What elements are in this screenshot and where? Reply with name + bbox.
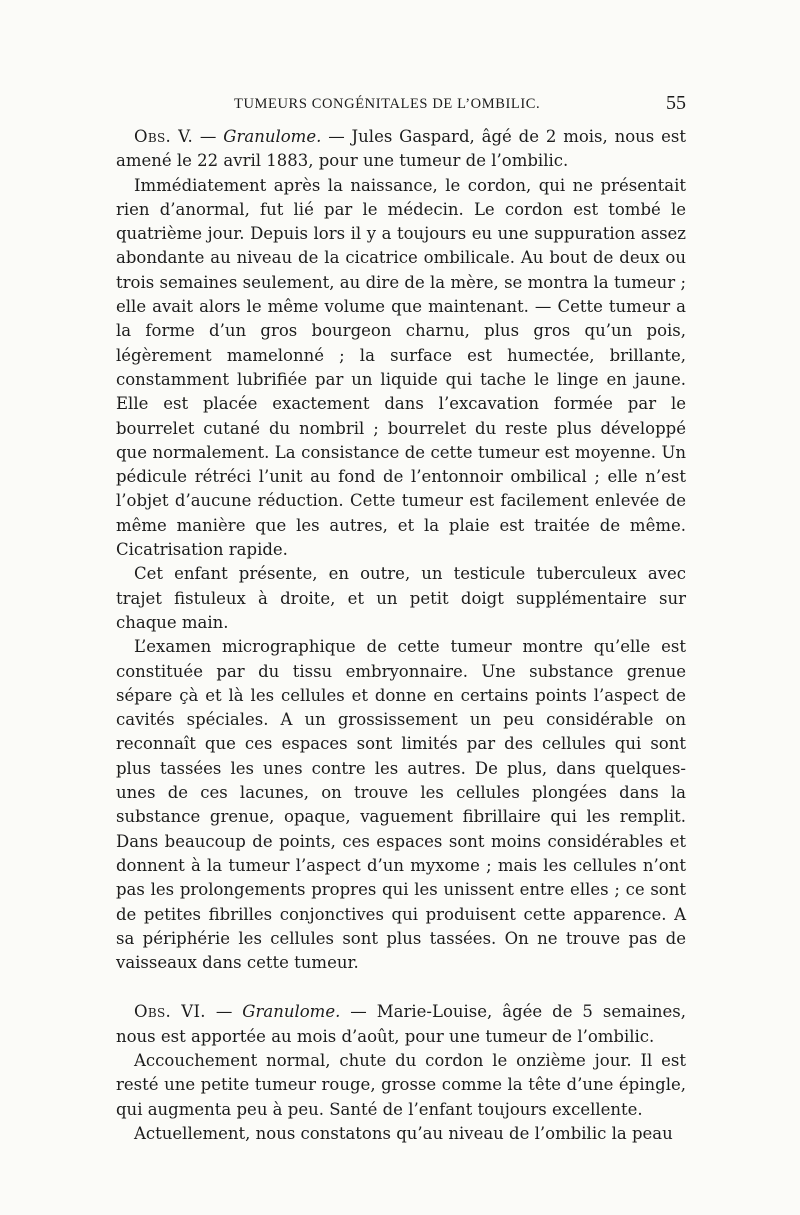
observation-title: Granulome.	[223, 127, 322, 146]
paragraph: Accouchement normal, chute du cordon le onzième jour. Il est resté une petite tumeur rouge, grosse comme la tête d’une épingle, qui augmenta peu à peu. Santé de l’enfant toujours excellente.	[116, 1050, 686, 1119]
observation-6-heading	[116, 1000, 686, 1049]
observation-intro: — Marie-Louise, âgée de 5 semaines, nous est apportée au mois d’août, pour une tumeur de l’ombilic.	[116, 1002, 686, 1046]
body-text	[116, 125, 686, 1146]
separator: —	[205, 1002, 243, 1022]
paragraph: L’examen micrographique de cette tumeur montre qu’elle est constituée par du tissu embryonnaire. Une substance grenue sépare çà et là les cellules et donne en certains points l’aspect de cavités spéciales. A un grossissement un peu considérable on reconnaît que ces espaces sont limités par des cellules qui sont plus tassées les unes contre les autres. De plus, dans quelques-unes de ces lacunes, on trouve les cellules plongées dans la substance grenue, opaque, vaguement fibrillaire qui les remplit. Dans beaucoup de points, ces espaces sont moins considérables et donnent à la tumeur l’aspect d’un myxome ; mais les cellules n’ont pas les prolongements propres qui les unissent entre elles ; ce sont de petites fibrilles conjonctives qui produisent cette apparence. A sa périphérie les cellules sont plus tassées. On ne trouve pas de vaisseaux dans cette tumeur.	[116, 637, 686, 973]
section-gap	[116, 975, 686, 1000]
observation-label: Obs. V.	[134, 127, 194, 146]
page-header	[116, 92, 686, 122]
observation-intro: — Jules Gaspard, âgé de 2 mois, nous est amené le 22 avril 1883, pour une tumeur de l’ombilic.	[116, 127, 687, 171]
observation-label: Obs. VI.	[134, 1002, 206, 1022]
observation-5-heading	[116, 125, 686, 174]
paragraph: Cet enfant présente, en outre, un testicule tuberculeux avec trajet fistuleux à droite, et un petit doigt supplémentaire sur chaque main.	[116, 564, 686, 632]
running-title: TUMEURS CONGÉNITALES DE L’OMBILIC.	[234, 96, 541, 112]
page-number: 55	[666, 92, 686, 114]
separator: —	[193, 127, 224, 146]
paragraph: Actuellement, nous constatons qu’au niveau de l’ombilic la peau	[134, 1123, 673, 1143]
observation-title: Granulome.	[242, 1002, 341, 1022]
paragraph: Immédiatement après la naissance, le cordon, qui ne présentait rien d’anormal, fut lié par le médecin. Le cordon est tombé le quatrième jour. Depuis lors il y a toujours eu une suppuration assez abondante au niveau de la cicatrice ombilicale. Au bout de deux ou trois semaines seulement, au dire de la mère, se montra la tumeur ; elle avait alors le même volume que maintenant. — Cette tumeur a la forme d’un gros bourgeon charnu, plus gros qu’un pois, légèrement mamelonné ; la surface est humectée, brillante, constamment lubrifiée par un liquide qui tache le linge en jaune. Elle est placée exactement dans l’excavation formée par le bourrelet cutané du nombril ; bourrelet du reste plus développé que normalement. La consistance de cette tumeur est moyenne. Un pédicule rétréci l’unit au fond de l’entonnoir ombilical ; elle n’est l’objet d’aucune réduction. Cette tumeur est facilement enlevée de même manière que les autres, et la plaie est traitée de même. Cicatrisation rapide.	[116, 175, 686, 560]
